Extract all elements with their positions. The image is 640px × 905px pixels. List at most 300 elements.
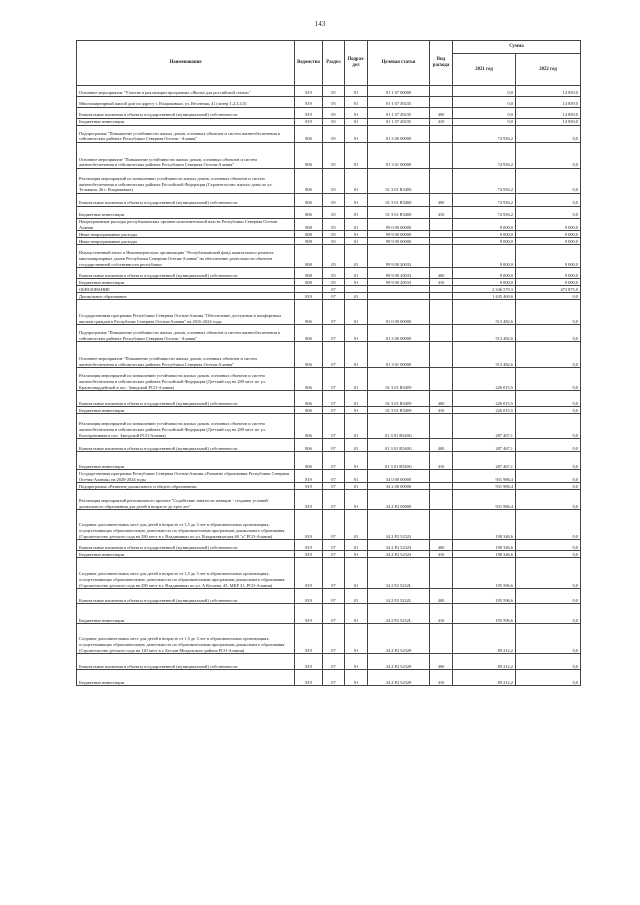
cell-expense-type: 410	[430, 670, 453, 686]
cell-name: Дошкольное образование	[77, 293, 295, 300]
cell-name: Бюджетные инвестиции	[77, 670, 295, 686]
cell-sum-2022: 0,0	[516, 293, 581, 300]
cell-sum-2022: 0,0	[516, 551, 581, 558]
table-row	[77, 231, 581, 238]
cell-sum-2022: 9 000,0	[516, 219, 581, 231]
table-row	[77, 368, 581, 391]
cell-expense-type	[430, 558, 453, 589]
table-row	[77, 268, 581, 279]
cell-sum-2021: 1 445 469,6	[453, 293, 516, 300]
cell-expense-type	[430, 624, 453, 654]
cell-expense-type	[430, 231, 453, 238]
table-row	[77, 169, 581, 194]
cell-sum-2021: 9 000,0	[453, 268, 516, 279]
cell-podr: 01	[345, 219, 368, 231]
cell-name: Основное мероприятие "Повышение устойчивости жилых домов, основных объектов и систем жизнеобеспечения в сейсмических районах Республики Северная Осетия-Алания"	[77, 143, 295, 169]
cell-ved: 806	[295, 452, 323, 470]
table-row	[77, 342, 581, 368]
cell-ved: 808	[295, 238, 323, 245]
cell-sum-2021: 0,0	[453, 119, 516, 126]
cell-razd: 07	[323, 624, 345, 654]
cell-sum-2022: 9 000,0	[516, 268, 581, 279]
cell-sum-2022: 0,0	[516, 207, 581, 219]
cell-sum-2021: 89 212,2	[453, 654, 516, 670]
cell-ved: 806	[295, 439, 323, 452]
cell-razd: 07	[323, 407, 345, 414]
cell-sum-2021: 226 015,5	[453, 407, 516, 414]
cell-razd: 07	[323, 452, 345, 470]
cell-target-article: 01 3 01 R540G	[368, 439, 430, 452]
cell-expense-type: 410	[430, 551, 453, 558]
header-2022: 2022 год	[516, 54, 581, 86]
cell-ved: 806	[295, 414, 323, 439]
cell-name: Бюджетные инвестиции	[77, 119, 295, 126]
cell-ved: 806	[295, 391, 323, 407]
cell-ved: 808	[295, 219, 323, 231]
cell-razd: 07	[323, 414, 345, 439]
cell-expense-type	[430, 510, 453, 540]
header-cst: Целевая статья	[368, 41, 430, 86]
cell-target-article: 01 0 00 00000	[368, 300, 430, 325]
cell-ved: 808	[295, 279, 323, 286]
cell-podr: 01	[345, 654, 368, 670]
cell-sum-2021: 226 015,5	[453, 368, 516, 391]
cell-ved: 806	[295, 169, 323, 194]
table-row	[77, 279, 581, 286]
cell-podr: 01	[345, 452, 368, 470]
table-row	[77, 407, 581, 414]
cell-target-article: 99 0 00 00000	[368, 219, 430, 231]
cell-razd: 07	[323, 604, 345, 624]
cell-name: Иные непрограммные расходы	[77, 238, 295, 245]
cell-target-article	[368, 286, 430, 293]
cell-target-article: 99 9 00 00000	[368, 231, 430, 238]
cell-sum-2022: 9 000,0	[516, 231, 581, 238]
cell-razd: 07	[323, 589, 345, 604]
cell-target-article: 34 2 00 00000	[368, 483, 430, 490]
cell-target-article: 34 2 P2 52329	[368, 624, 430, 654]
cell-sum-2022: 0,0	[516, 342, 581, 368]
table-row	[77, 558, 581, 589]
cell-razd: 07	[323, 300, 345, 325]
cell-razd: 05	[323, 108, 345, 119]
cell-name: Капитальные вложения в объекты государственной (муниципальной) собственности	[77, 589, 295, 604]
table-row	[77, 207, 581, 219]
cell-target-article: 34 2 P2 5232L	[368, 604, 430, 624]
cell-podr: 01	[345, 483, 368, 490]
cell-expense-type	[430, 483, 453, 490]
table-row	[77, 490, 581, 510]
cell-target-article: 34 2 P2 52329	[368, 654, 430, 670]
header-vr: Вид расхода	[430, 41, 453, 86]
cell-expense-type	[430, 342, 453, 368]
cell-razd: 05	[323, 86, 345, 97]
cell-podr: 01	[345, 490, 368, 510]
table-row	[77, 470, 581, 483]
cell-ved: 806	[295, 407, 323, 414]
cell-sum-2022: 9 000,0	[516, 245, 581, 268]
cell-sum-2022: 0,0	[516, 407, 581, 414]
cell-name: Имущественный взнос в Некоммерческую организацию "Республиканский фонд капитального ремонта многоквартирных домов Республики Северная Осетия-Алания" на обеспечение деятельности объектов государственной собственности республики	[77, 245, 295, 268]
cell-sum-2021: 931 986,4	[453, 483, 516, 490]
cell-ved: 819	[295, 490, 323, 510]
cell-sum-2022: 0,0	[516, 391, 581, 407]
cell-target-article: 34 2 P2 00000	[368, 490, 430, 510]
cell-razd: 07	[323, 368, 345, 391]
cell-podr: 01	[345, 194, 368, 207]
cell-name: Подпрограмма «Развитие дошкольного и общего образования»	[77, 483, 295, 490]
table-row	[77, 670, 581, 686]
cell-name: Бюджетные инвестиции	[77, 207, 295, 219]
cell-expense-type: 400	[430, 540, 453, 551]
cell-expense-type	[430, 238, 453, 245]
table-row	[77, 325, 581, 342]
cell-sum-2022: 0,0	[516, 325, 581, 342]
cell-ved: 806	[295, 325, 323, 342]
table-row	[77, 604, 581, 624]
table-row	[77, 293, 581, 300]
cell-sum-2022: 0,0	[516, 126, 581, 143]
cell-name: Бюджетные инвестиции	[77, 407, 295, 414]
cell-podr: 01	[345, 293, 368, 300]
cell-razd: 05	[323, 194, 345, 207]
cell-podr: 01	[345, 143, 368, 169]
cell-expense-type: 410	[430, 207, 453, 219]
cell-razd: 07	[323, 551, 345, 558]
cell-sum-2022: 0,0	[516, 624, 581, 654]
cell-name: Создание дополнительных мест для детей в возрасте от 1,5 до 3 лет в образовательных организациях, осуществляющих образовательную деятельность по образовательным программам дошкольного образования (Строительство детского сада на 120 мест в г. Беслан Моздокского района РСО-Алания)	[77, 624, 295, 654]
cell-expense-type	[430, 143, 453, 169]
cell-sum-2022: 14 839,0	[516, 119, 581, 126]
cell-podr: 01	[345, 108, 368, 119]
cell-sum-2021: 89 212,2	[453, 624, 516, 654]
cell-name: Капитальные вложения в объекты государственной (муниципальной) собственности	[77, 391, 295, 407]
cell-sum-2022: 0,0	[516, 368, 581, 391]
cell-sum-2022: 14 839,0	[516, 108, 581, 119]
cell-razd: 05	[323, 245, 345, 268]
table-row	[77, 439, 581, 452]
cell-sum-2022: 0,0	[516, 558, 581, 589]
cell-sum-2022: 0,0	[516, 483, 581, 490]
cell-sum-2022: 0,0	[516, 540, 581, 551]
cell-target-article: 01 3 01 R5409	[368, 407, 430, 414]
cell-sum-2021: 287 467,1	[453, 439, 516, 452]
cell-sum-2022: 9 000,0	[516, 238, 581, 245]
cell-sum-2022: 0,0	[516, 300, 581, 325]
cell-expense-type	[430, 126, 453, 143]
cell-expense-type	[430, 245, 453, 268]
cell-sum-2021: 513 482,6	[453, 342, 516, 368]
cell-sum-2022: 0,0	[516, 414, 581, 439]
cell-ved: 806	[295, 207, 323, 219]
cell-podr: 01	[345, 604, 368, 624]
cell-sum-2022: 0,0	[516, 439, 581, 452]
cell-target-article	[368, 293, 430, 300]
cell-podr: 01	[345, 540, 368, 551]
cell-name: Непрограммные расходы республиканских органов исполнительной власти Республики Северная Осетия-Алания	[77, 219, 295, 231]
cell-sum-2021: 513 482,6	[453, 325, 516, 342]
cell-ved: 819	[295, 604, 323, 624]
cell-expense-type: 400	[430, 589, 453, 604]
cell-razd: 05	[323, 119, 345, 126]
cell-name: Создание дополнительных мест для детей в возрасте от 1,5 до 3 лет в образовательных организациях, осуществляющих образовательную деятельность по образовательным программам дошкольного образования (Строительство детского сада на 280 мест в г. Владикавказ по ул. А.Кесаева, 45, МКР 31, РСО-Алания)	[77, 558, 295, 589]
table-row	[77, 300, 581, 325]
cell-ved	[295, 286, 323, 293]
cell-sum-2021: 931 986,4	[453, 490, 516, 510]
cell-name: Капитальные вложения в объекты государственной (муниципальной) собственности	[77, 268, 295, 279]
cell-ved: 819	[295, 670, 323, 686]
cell-name: Бюджетные инвестиции	[77, 604, 295, 624]
table-row	[77, 194, 581, 207]
cell-razd: 07	[323, 670, 345, 686]
header-podr: Подраз-дел	[345, 41, 368, 86]
cell-sum-2021: 74 936,2	[453, 126, 516, 143]
cell-razd: 05	[323, 97, 345, 108]
cell-ved: 819	[295, 86, 323, 97]
cell-sum-2021: 287 467,1	[453, 414, 516, 439]
cell-name: Реализация мероприятий по повышению устойчивости жилых домов, основных объектов и систем жизнеобеспечения в сейсмических районах Российской Федерации (Детский сад на 280 мест по ул. Красногвардейской в пос. Заводской РСО-Алания)	[77, 368, 295, 391]
cell-razd: 07	[323, 483, 345, 490]
page-number: 143	[314, 20, 326, 28]
cell-sum-2022: 9 000,0	[516, 279, 581, 286]
cell-podr	[345, 286, 368, 293]
cell-expense-type: 410	[430, 452, 453, 470]
cell-name: Основное мероприятие "Участие в реализации программы «Жилье для российской семьи»"	[77, 86, 295, 97]
cell-razd: 05	[323, 231, 345, 238]
cell-expense-type: 400	[430, 108, 453, 119]
cell-ved: 819	[295, 108, 323, 119]
table-row	[77, 245, 581, 268]
cell-target-article: 01 1 07 00000	[368, 86, 430, 97]
table-row	[77, 483, 581, 490]
cell-ved: 808	[295, 231, 323, 238]
cell-name: Реализация мероприятий по повышению устойчивости жилых домов, основных объектов и систем жизнеобеспечения в сейсмических районах Российской Федерации (Строительство жилого дома по ул. Тельмана, 26 г. Владикавказ)	[77, 169, 295, 194]
cell-sum-2022: 0,0	[516, 490, 581, 510]
cell-podr: 01	[345, 231, 368, 238]
cell-ved: 819	[295, 470, 323, 483]
cell-name: Бюджетные инвестиции	[77, 551, 295, 558]
header-ved: Ведомство	[295, 41, 323, 86]
table-row	[77, 126, 581, 143]
cell-name: ОБРАЗОВАНИЕ	[77, 286, 295, 293]
cell-sum-2022: 0,0	[516, 654, 581, 670]
cell-expense-type	[430, 293, 453, 300]
cell-razd: 07	[323, 510, 345, 540]
cell-target-article: 99 9 00 00000	[368, 238, 430, 245]
cell-ved: 819	[295, 119, 323, 126]
cell-razd: 05	[323, 169, 345, 194]
cell-sum-2022: 0,0	[516, 604, 581, 624]
cell-target-article: 01 3 00 00000	[368, 126, 430, 143]
cell-expense-type	[430, 300, 453, 325]
cell-sum-2022: 473 875,0	[516, 286, 581, 293]
cell-razd: 05	[323, 238, 345, 245]
cell-target-article: 34 2 P2 52323	[368, 551, 430, 558]
cell-razd: 07	[323, 391, 345, 407]
table-row	[77, 452, 581, 470]
cell-expense-type: 410	[430, 279, 453, 286]
cell-podr: 01	[345, 558, 368, 589]
cell-ved: 808	[295, 245, 323, 268]
cell-podr: 01	[345, 368, 368, 391]
cell-sum-2021: 287 467,1	[453, 452, 516, 470]
table-row	[77, 286, 581, 293]
cell-expense-type	[430, 97, 453, 108]
cell-razd: 07	[323, 540, 345, 551]
table-row	[77, 143, 581, 169]
cell-sum-2021: 9 000,0	[453, 219, 516, 231]
header-2021: 2021 год	[453, 54, 516, 86]
cell-name: Создание дополнительных мест для детей в возрасте от 1,5 до 3 лет в образовательных организациях, осуществляющих образовательную деятельность по образовательным программам дошкольного образования (Строительство детского сада на 280 мест в г. Владикавказ по ул. Владикавказская 68 "а" РСО-Алания)	[77, 510, 295, 540]
cell-razd: 07	[323, 490, 345, 510]
cell-target-article: 01 3 01 R5400	[368, 169, 430, 194]
cell-target-article: 01 3 01 00000	[368, 143, 430, 169]
cell-podr: 01	[345, 325, 368, 342]
cell-ved: 819	[295, 589, 323, 604]
cell-name: Реализация мероприятий регионального проекта "Содействие занятости женщин - создание условий дошкольного образования для детей в возрасте до трех лет"	[77, 490, 295, 510]
cell-razd: 07	[323, 439, 345, 452]
cell-podr: 01	[345, 207, 368, 219]
table-header	[77, 41, 581, 86]
cell-razd: 07	[323, 558, 345, 589]
cell-name: Государственная программа Республики Северная Осетия-Алания "Обеспечение доступным и комфортным жильем граждан в Республике Северная Осетия-Алания" на 2016-2024 годы	[77, 300, 295, 325]
cell-podr: 01	[345, 670, 368, 686]
table-row	[77, 551, 581, 558]
cell-sum-2022: 0,0	[516, 589, 581, 604]
cell-ved: 808	[295, 268, 323, 279]
cell-expense-type: 410	[430, 604, 453, 624]
cell-podr: 01	[345, 126, 368, 143]
cell-sum-2021: 89 212,2	[453, 670, 516, 686]
table-body	[77, 86, 581, 686]
cell-target-article: 34 2 P2 52323	[368, 510, 430, 540]
cell-target-article: 34 2 P2 5232L	[368, 589, 430, 604]
cell-target-article: 34 2 P2 5232L	[368, 558, 430, 589]
cell-expense-type	[430, 414, 453, 439]
cell-expense-type	[430, 368, 453, 391]
cell-razd: 05	[323, 219, 345, 231]
cell-name: Реализация мероприятий по повышению устойчивости жилых домов, основных объектов и систем жизнеобеспечения в сейсмических районах Российской Федерации (Детский сад на 280 мест по ул. Кооперативная в пос. Заводской РСО-Алания)	[77, 414, 295, 439]
cell-ved: 806	[295, 342, 323, 368]
cell-sum-2021: 9 000,0	[453, 279, 516, 286]
table-row	[77, 589, 581, 604]
cell-podr: 01	[345, 589, 368, 604]
cell-target-article: 01 1 07 49235	[368, 108, 430, 119]
cell-name: Иные непрограммные расходы	[77, 231, 295, 238]
cell-podr: 01	[345, 169, 368, 194]
cell-sum-2021: 931 986,4	[453, 470, 516, 483]
cell-target-article: 99 9 00 20033	[368, 268, 430, 279]
cell-sum-2022: 14 839,0	[516, 86, 581, 97]
cell-ved: 806	[295, 300, 323, 325]
cell-target-article: 34 2 P2 52329	[368, 670, 430, 686]
cell-ved: 819	[295, 510, 323, 540]
cell-podr: 01	[345, 470, 368, 483]
cell-expense-type	[430, 286, 453, 293]
table-row	[77, 86, 581, 97]
cell-target-article: 01 3 01 R540G	[368, 452, 430, 470]
table-row	[77, 540, 581, 551]
cell-ved: 819	[295, 293, 323, 300]
cell-target-article: 34 2 P2 52323	[368, 540, 430, 551]
header-razd: Раздел	[323, 41, 345, 86]
table-row	[77, 654, 581, 670]
table-row	[77, 624, 581, 654]
cell-sum-2021: 2 346 579,3	[453, 286, 516, 293]
header-sum: Сумма	[453, 41, 581, 54]
cell-podr: 01	[345, 268, 368, 279]
cell-podr: 01	[345, 300, 368, 325]
cell-name: Основное мероприятие "Повышение устойчивости жилых домов, основных объектов и систем жизнеобеспечения в сейсмических районах Республики Северная Осетия-Алания"	[77, 342, 295, 368]
cell-razd: 05	[323, 126, 345, 143]
cell-sum-2021: 0,0	[453, 86, 516, 97]
cell-razd: 05	[323, 143, 345, 169]
cell-target-article: 01 3 01 00000	[368, 342, 430, 368]
cell-podr: 01	[345, 119, 368, 126]
cell-name: Бюджетные инвестиции	[77, 279, 295, 286]
cell-podr: 01	[345, 624, 368, 654]
cell-name: Капитальные вложения в объекты государственной (муниципальной) собственности	[77, 194, 295, 207]
cell-podr: 01	[345, 86, 368, 97]
cell-sum-2021: 195 596,6	[453, 589, 516, 604]
cell-podr: 01	[345, 238, 368, 245]
cell-target-article: 34 0 00 00000	[368, 470, 430, 483]
cell-target-article: 01 3 00 00000	[368, 325, 430, 342]
table-row	[77, 108, 581, 119]
cell-podr: 01	[345, 510, 368, 540]
cell-podr: 01	[345, 391, 368, 407]
cell-podr: 01	[345, 342, 368, 368]
cell-ved: 819	[295, 540, 323, 551]
cell-sum-2021: 0,0	[453, 108, 516, 119]
cell-ved: 819	[295, 551, 323, 558]
cell-sum-2021: 195 596,6	[453, 558, 516, 589]
cell-expense-type: 410	[430, 407, 453, 414]
header-name: Наименование	[77, 41, 295, 86]
cell-razd: 07	[323, 470, 345, 483]
table-row	[77, 510, 581, 540]
cell-sum-2021: 198 346,6	[453, 510, 516, 540]
cell-sum-2021: 198 346,6	[453, 551, 516, 558]
cell-razd: 05	[323, 279, 345, 286]
cell-name: Подпрограмма "Повышение устойчивости жилых домов, основных объектов и систем жизнеобеспечения в сейсмических районах Республики Северная Осетия - Алания"	[77, 325, 295, 342]
cell-ved: 819	[295, 654, 323, 670]
cell-expense-type	[430, 470, 453, 483]
cell-ved: 819	[295, 558, 323, 589]
cell-expense-type: 410	[430, 119, 453, 126]
cell-sum-2022: 0,0	[516, 510, 581, 540]
cell-target-article: 01 3 01 R5400	[368, 207, 430, 219]
cell-razd: 07	[323, 654, 345, 670]
cell-target-article: 01 1 07 49235	[368, 97, 430, 108]
cell-ved: 806	[295, 126, 323, 143]
cell-sum-2022: 0,0	[516, 143, 581, 169]
cell-ved: 819	[295, 97, 323, 108]
table-row	[77, 219, 581, 231]
cell-sum-2022: 0,0	[516, 452, 581, 470]
cell-ved: 806	[295, 143, 323, 169]
cell-sum-2021: 0,0	[453, 97, 516, 108]
table-row	[77, 414, 581, 439]
cell-razd: 07	[323, 325, 345, 342]
cell-name: Бюджетные инвестиции	[77, 452, 295, 470]
cell-target-article: 01 3 01 R5409	[368, 368, 430, 391]
cell-target-article: 01 3 01 R540G	[368, 414, 430, 439]
cell-sum-2022: 0,0	[516, 169, 581, 194]
cell-sum-2022: 14 839,0	[516, 97, 581, 108]
table-row	[77, 97, 581, 108]
cell-expense-type	[430, 219, 453, 231]
